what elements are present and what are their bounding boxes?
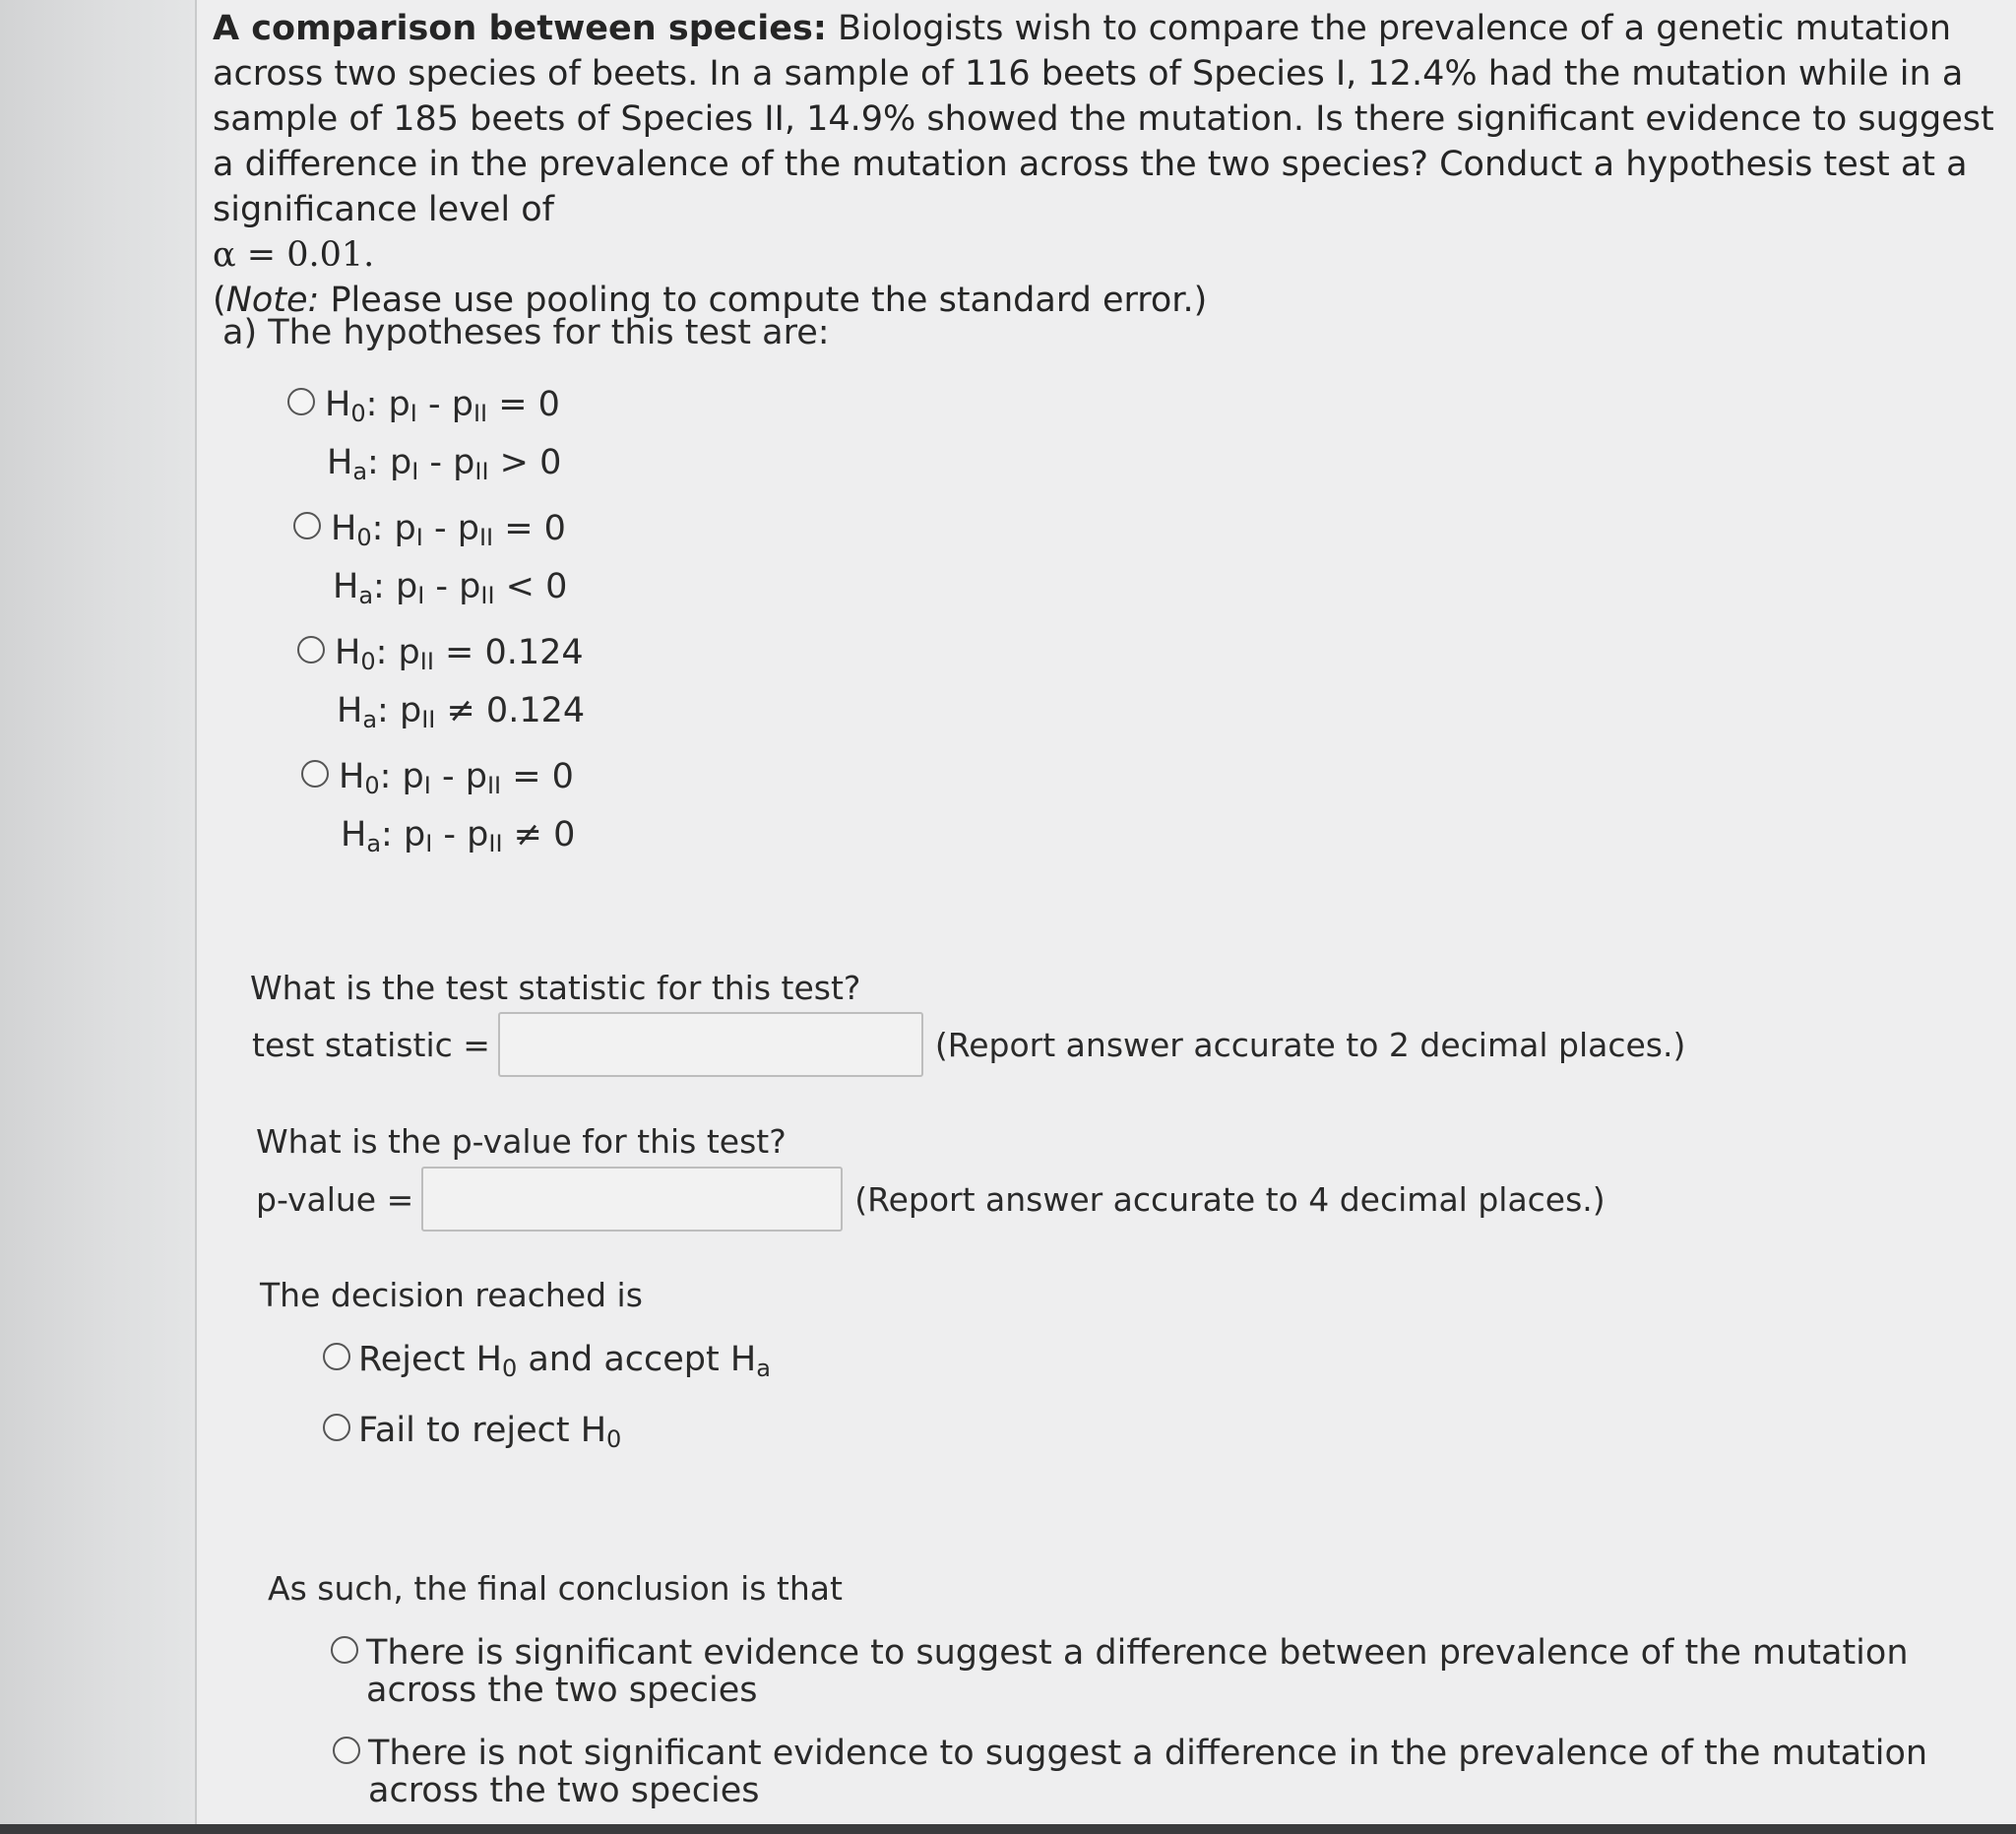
hypothesis-option-3[interactable]: $H_0$: $p_{II} = 0.124$ $H_a$: $p_{II} \ne 0.124$ [297,628,585,744]
bottom-edge [0,1824,2016,1834]
conclusion-option-significant[interactable] [331,1634,1941,1709]
test-statistic-question: What is the test statistic for this test? [250,969,861,1007]
question-page [197,0,2016,1824]
decision-reject-option[interactable]: Reject $H_0$ and accept $H_a$ [323,1341,771,1387]
hypothesis-option-2[interactable]: $H_0$: $p_I - p_{II} = 0$ $H_a$: $p_I - p_{II} < 0$ [293,504,567,620]
test-statistic-row [252,1012,1685,1077]
p-value-hint: (Report answer accurate to 4 decimal places.) [854,1179,1606,1219]
radio-button[interactable] [293,512,321,539]
test-statistic-input[interactable] [498,1012,923,1077]
radio-button[interactable] [301,760,329,788]
problem-text: Biologists wish to compare the prevalence of a genetic mutation across two species of beets. In a sample of 116 beets of Species I, 12.4% had the mutation while in a sample of 185 beets of Species II, 14.9% showed the mutation. Is there significant evidence to suggest a difference in the prevalence of the mutation across the two species? Conduct a hypothesis test at a significance level of [213,9,1994,229]
p-value-input[interactable] [421,1167,843,1232]
conclusion-option-not-significant[interactable] [333,1735,1943,1809]
test-statistic-label: test statistic = [252,1025,490,1064]
radio-button[interactable] [333,1737,360,1764]
p-value-label: p-value = [256,1179,414,1219]
note-text: Please use pooling to compute the standard error.) [319,281,1208,320]
radio-button[interactable] [331,1636,358,1664]
problem-lead: A comparison between species: [213,9,827,48]
p-value-row [256,1167,1606,1232]
alpha-expression: α = 0.01. [213,235,375,275]
p-value-question: What is the p-value for this test? [256,1122,787,1161]
note-label: Note: [225,281,320,320]
hypothesis-option-1[interactable]: $H_0$: $p_I - p_{II} = 0$ $H_a$: $p_I - p_{II} > 0$ [287,380,561,496]
pooling-note: (Note: Please use pooling to compute the standard error.) [213,281,1208,320]
part-a-label: a) The hypotheses for this test are: [222,313,830,352]
test-statistic-hint: (Report answer accurate to 2 decimal places.) [934,1025,1686,1064]
radio-button[interactable] [287,388,315,415]
decision-label: The decision reached is [260,1276,643,1314]
left-gutter [0,0,197,1834]
problem-statement [213,6,1994,323]
radio-button[interactable] [297,636,325,664]
hypothesis-option-4[interactable]: $H_0$: $p_I - p_{II} = 0$ $H_a$: $p_I - p_{II} \ne 0$ [301,752,575,868]
decision-fail-option[interactable]: Fail to reject $H_0$ [323,1412,621,1458]
conclusion-option-significant-text: There is significant evidence to suggest a difference between prevalence of the mutation across the two species [366,1633,1909,1710]
conclusion-label: As such, the final conclusion is that [268,1569,843,1608]
radio-button[interactable] [323,1414,350,1441]
conclusion-option-not-significant-text: There is not significant evidence to suggest a difference in the prevalence of the mutation across the two species [368,1734,1928,1810]
radio-button[interactable] [323,1343,350,1370]
